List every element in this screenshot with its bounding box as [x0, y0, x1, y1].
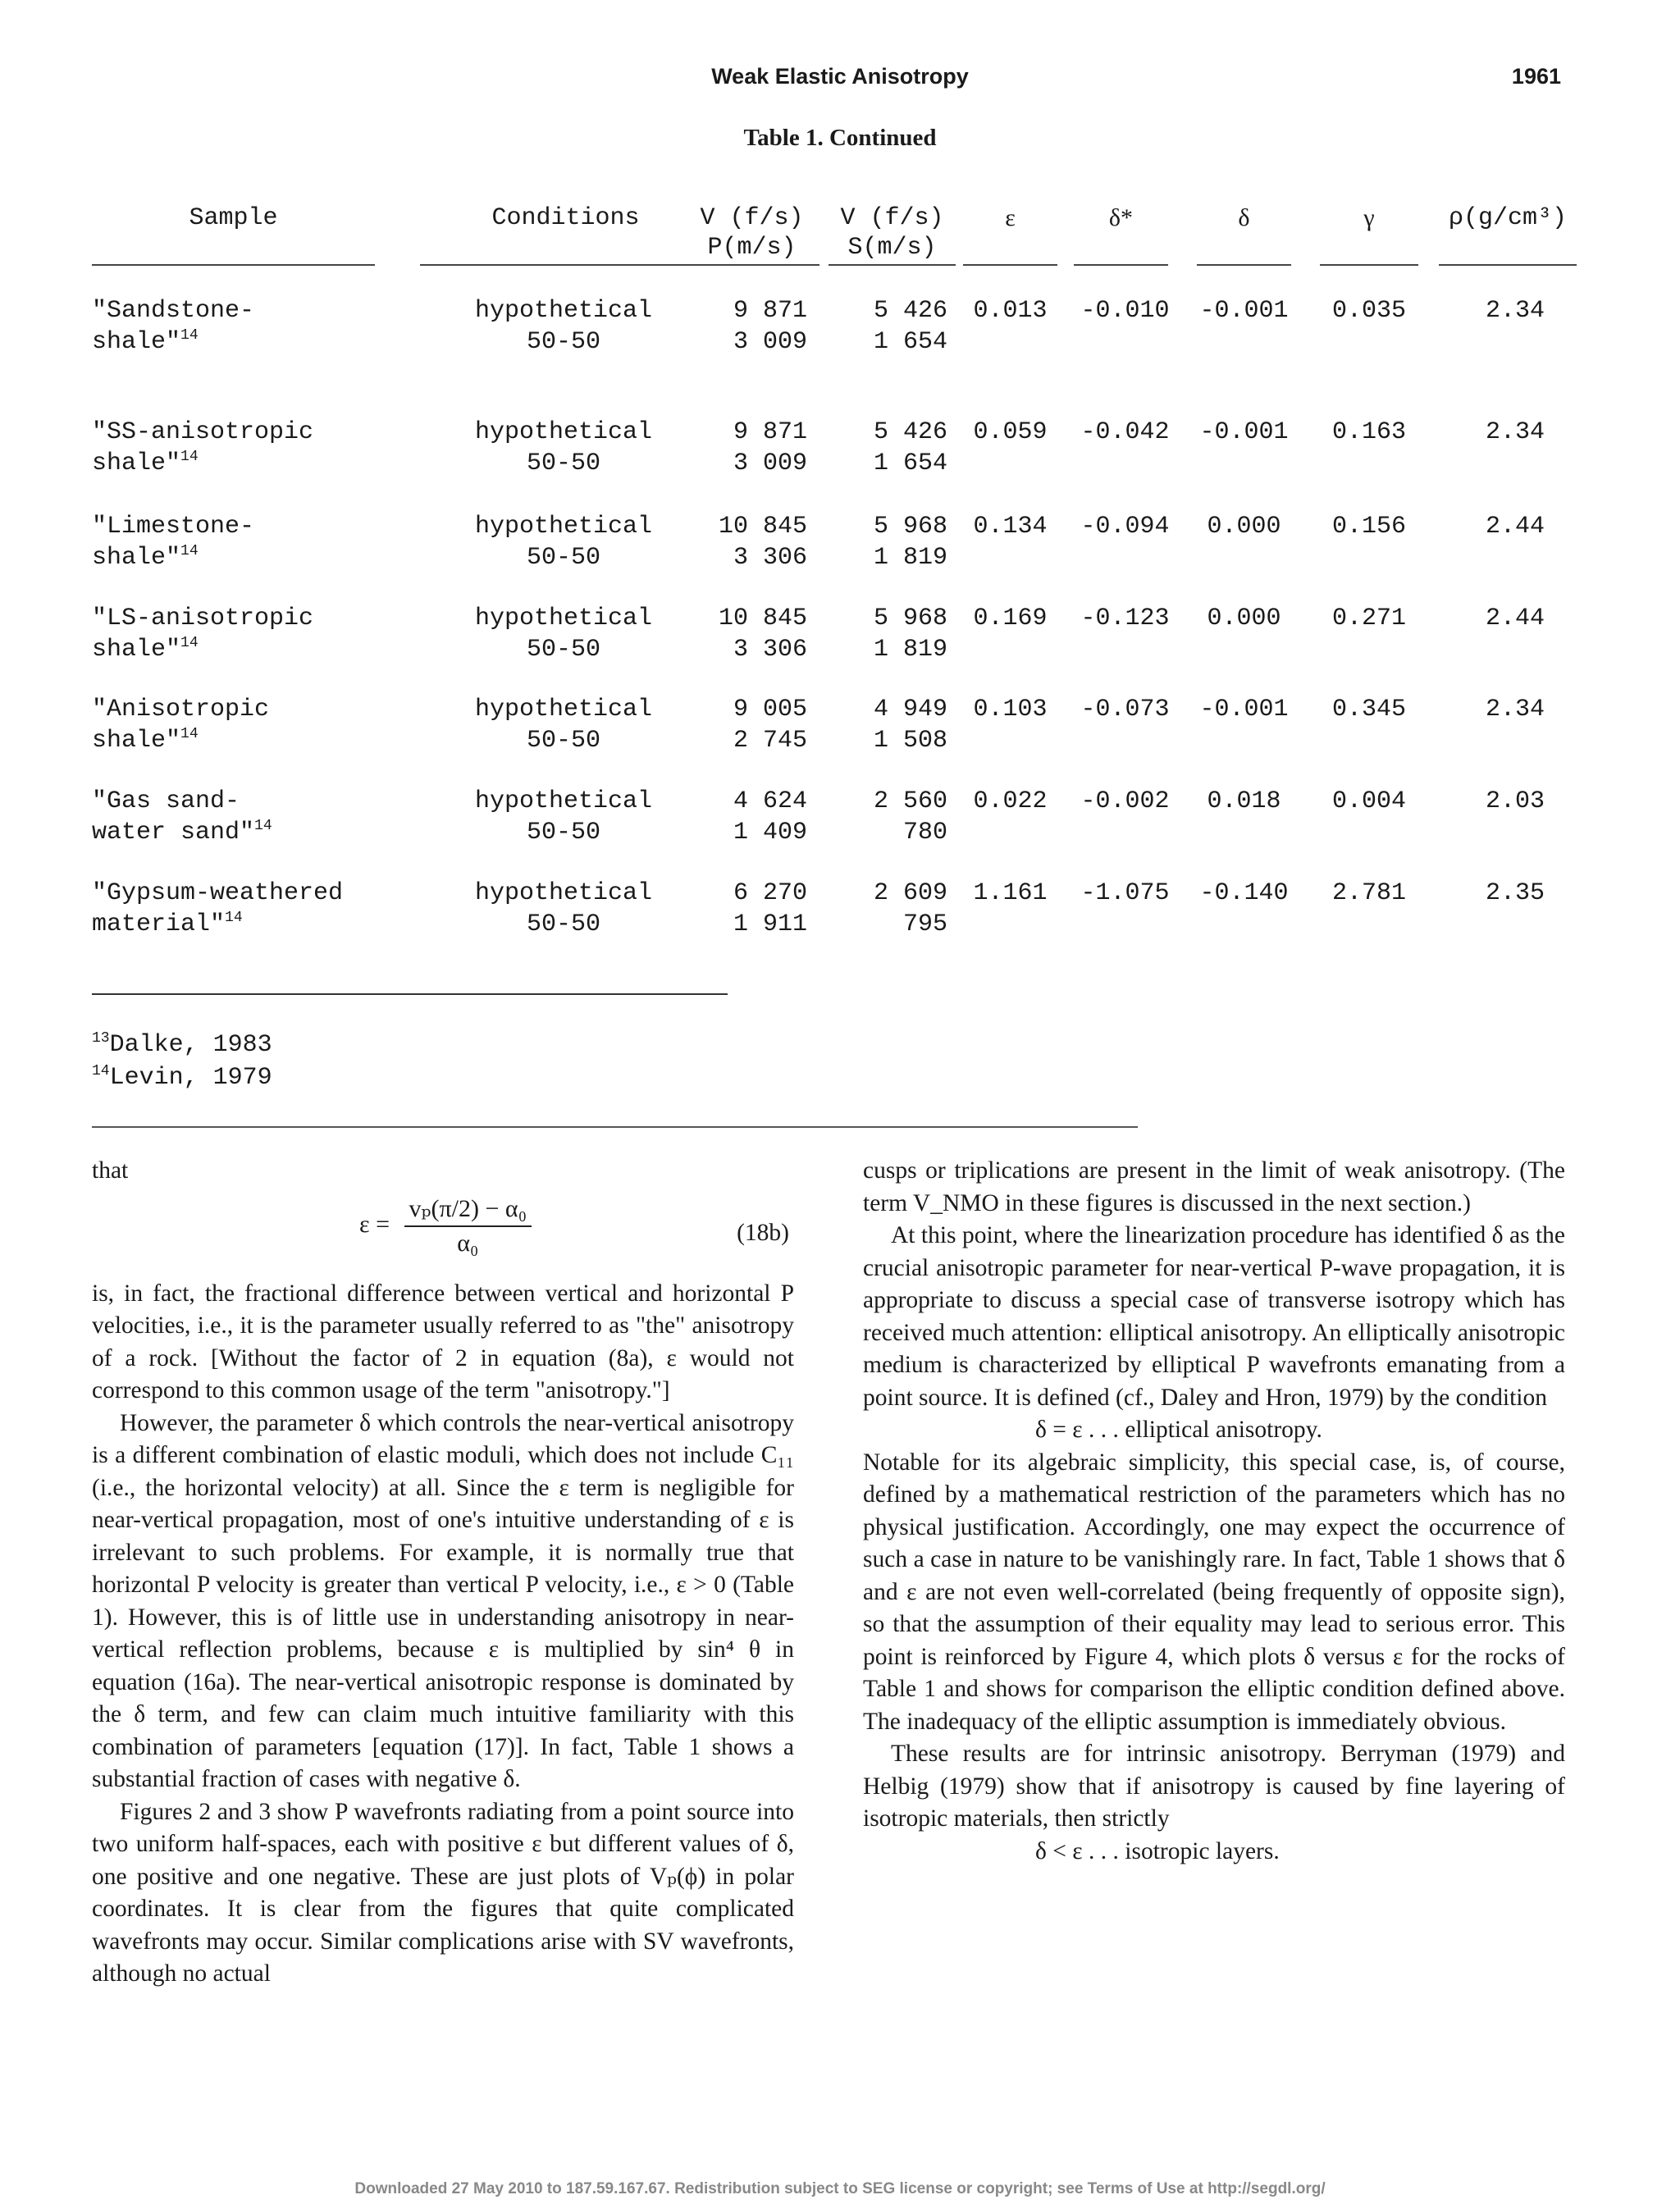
equation-denominator: α₀: [457, 1229, 479, 1257]
footnote-14: $^{14}$Levin, 1979: [92, 1063, 272, 1092]
cell-sample: "Limestone- shale"$^{14}$: [92, 513, 255, 572]
paragraph: Notable for its algebraic simplicity, this special case, is, of course, defined by a mathematical restriction of the parameters which has no physical justification. Accordingly, one may expect the occurrence of such a case in nature to be vanishingly rare. In fact, Table 1 shows that δ and ε are not even well-correlated (being frequently of opposite sign), so that the assumption of their equality may lead to serious error. This point is reinforced by Figure 4, which plots δ versus ε for the rocks of Table 1 and shows for comparison the elliptic condition defined above. The inadequacy of the elliptic assumption is immediately obvious.: [863, 1449, 1565, 1735]
table-row: [92, 511, 1577, 577]
cell-epsilon: 0.013: [973, 297, 1048, 325]
paragraph: At this point, where the linearization procedure has identified δ as the crucial anisotropic parameter for near-vertical P-wave propagation, it is appropriate to discuss a special case of transverse isotropy which has received much attention: elliptical anisotropy. An elliptically anisotropic medium is characterized by elliptical P wavefronts emanating from a point source. It is defined (cf., Daley and Hron, 1979) by the condition: [863, 1222, 1565, 1411]
cell-delta: 0.000: [1207, 513, 1281, 541]
cell-conditions: hypothetical 50-50: [474, 787, 653, 846]
equation-numerator: vₚ(π/2) − α₀: [404, 1193, 532, 1227]
cell-gamma: 0.345: [1331, 696, 1406, 723]
cell-epsilon: 0.169: [973, 605, 1048, 632]
cell-epsilon: 0.059: [973, 418, 1048, 446]
table-title: Table 1. Continued: [743, 125, 937, 151]
cell-delta-star: -0.094: [1080, 513, 1170, 541]
cell-conditions: hypothetical 50-50: [474, 513, 653, 572]
header-delta: δ: [1197, 203, 1291, 267]
header-sample: Sample: [92, 203, 375, 267]
table-row: [92, 417, 1577, 482]
cell-delta: 0.000: [1207, 605, 1281, 632]
cell-sample: "Sandstone- shale"$^{14}$: [92, 297, 255, 356]
body-column-right: [863, 1155, 1565, 1868]
cell-sample: "LS-anisotropic shale"$^{14}$: [92, 605, 314, 664]
header-vp: V (f/s) P(m/s): [684, 203, 819, 267]
table-row: [92, 694, 1577, 760]
paragraph: These results are for intrinsic anisotropy. Berryman (1979) and Helbig (1979) show that if anisotropy is caused by fine layering of isotropic materials, then strictly: [863, 1741, 1565, 1832]
header-gamma: γ: [1320, 203, 1418, 267]
cell-vs: 5 426 1 654: [873, 418, 947, 477]
cell-vs: 2 609 795: [873, 879, 947, 938]
table-footnote-rule: [92, 993, 728, 995]
cell-epsilon: 1.161: [973, 879, 1048, 907]
cell-delta: -0.001: [1199, 297, 1289, 325]
table-footnotes: [92, 1029, 584, 1094]
paragraph: Figures 2 and 3 show P wavefronts radiating from a point source into two uniform half-spaces, each with positive ε but different values of δ, one positive and one negative. These are just plots of Vₚ(ϕ) in polar coordinates. It is clear from the figures that quite complicated wavefronts may occur. Similar complications arise with SV wavefronts, although no actual: [92, 1798, 794, 1987]
paragraph: However, the parameter δ which controls the near-vertical anisotropy is a different combination of elastic moduli, which does not include C₁₁ (i.e., the horizontal velocity) at all. Since the ε term is negligible for near-vertical propagation, most of one's intuitive understanding of ε is irrelevant to such problems. For example, it is normally true that horizontal P velocity is greater than vertical P velocity, i.e., ε > 0 (Table 1). However, this is of little use in understanding anisotropy in near-vertical reflection problems, because ε is multiplied by sin⁴ θ in equation (16a). The near-vertical anisotropic response is dominated by the δ term, and few can claim much intuitive familiarity with this combination of parameters [equation (17)]. In fact, Table 1 shows a substantial fraction of cases with negative δ.: [92, 1409, 794, 1792]
footnote-13: $^{13}$Dalke, 1983: [92, 1030, 272, 1059]
cell-vs: 5 968 1 819: [873, 605, 947, 664]
cell-epsilon: 0.103: [973, 696, 1048, 723]
cell-delta: 0.018: [1207, 787, 1281, 815]
cell-gamma: 0.271: [1331, 605, 1406, 632]
equation-18b: [92, 1188, 794, 1278]
running-title: Weak Elastic Anisotropy: [711, 64, 969, 89]
equation-isotropic-layers: δ < ε . . . isotropic layers.: [1035, 1837, 1280, 1864]
cell-epsilon: 0.022: [973, 787, 1048, 815]
cell-sample: "Anisotropic shale"$^{14}$: [92, 696, 270, 755]
cell-conditions: hypothetical 50-50: [474, 297, 653, 356]
cell-vp: 4 624 1 409: [733, 787, 807, 846]
cell-gamma: 2.781: [1331, 879, 1406, 907]
cell-gamma: 0.163: [1331, 418, 1406, 446]
cell-rho: 2.35: [1485, 879, 1545, 907]
cell-delta-star: -0.123: [1080, 605, 1170, 632]
cell-vs: 4 949 1 508: [873, 696, 947, 755]
cell-vp: 9 871 3 009: [733, 297, 807, 356]
paragraph: is, in fact, the fractional difference between vertical and horizontal P velocities, i.e., it is the parameter usually referred to as "the" anisotropy of a rock. [Without the factor of 2 in equation (8a), ε would not correspond to this common usage of the term "anisotropy."]: [92, 1280, 794, 1403]
cell-gamma: 0.004: [1331, 787, 1406, 815]
cell-gamma: 0.035: [1331, 297, 1406, 325]
table-row: [92, 878, 1577, 943]
cell-rho: 2.34: [1485, 696, 1545, 723]
paragraph: that: [92, 1157, 129, 1184]
cell-vs: 5 426 1 654: [873, 297, 947, 356]
equation-label: (18b): [737, 1219, 789, 1246]
header-delta-star: δ*: [1074, 203, 1168, 267]
cell-sample: "Gas sand- water sand"$^{14}$: [92, 787, 272, 846]
cell-rho: 2.03: [1485, 787, 1545, 815]
cell-epsilon: 0.134: [973, 513, 1048, 541]
cell-vs: 2 560 780: [873, 787, 947, 846]
cell-sample: "Gypsum-weathered material"$^{14}$: [92, 879, 344, 938]
header-epsilon: ε: [963, 203, 1057, 267]
header-rho: ρ(g/cm³): [1439, 203, 1577, 267]
cell-delta-star: -0.002: [1080, 787, 1170, 815]
cell-rho: 2.44: [1485, 513, 1545, 541]
cell-delta: -0.140: [1199, 879, 1289, 907]
table-row: [92, 295, 1577, 361]
cell-rho: 2.34: [1485, 297, 1545, 325]
download-notice: Downloaded 27 May 2010 to 187.59.167.67. Redistribution subject to SEG license or copyright; see Terms of Use at http://segdl.org/: [354, 2180, 1326, 2197]
cell-delta-star: -0.073: [1080, 696, 1170, 723]
section-separator: [92, 1126, 1138, 1128]
body-column-left: [92, 1155, 794, 1991]
cell-vs: 5 968 1 819: [873, 513, 947, 572]
table-row: [92, 786, 1577, 851]
equation-elliptical: δ = ε . . . elliptical anisotropy.: [1035, 1417, 1322, 1443]
cell-vp: 10 845 3 306: [718, 513, 807, 572]
header-vs: V (f/s) S(m/s): [829, 203, 956, 267]
cell-vp: 10 845 3 306: [718, 605, 807, 664]
cell-conditions: hypothetical 50-50: [474, 418, 653, 477]
table-row: [92, 603, 1577, 669]
cell-sample: "SS-anisotropic shale"$^{14}$: [92, 418, 314, 477]
page-header: [0, 64, 1680, 97]
cell-gamma: 0.156: [1331, 513, 1406, 541]
page-number: 1961: [1511, 64, 1561, 89]
header-conditions: Conditions: [420, 203, 711, 267]
cell-vp: 9 871 3 009: [733, 418, 807, 477]
cell-rho: 2.44: [1485, 605, 1545, 632]
cell-vp: 9 005 2 745: [733, 696, 807, 755]
equation-lhs: ε =: [359, 1210, 390, 1238]
cell-delta: -0.001: [1199, 418, 1289, 446]
cell-delta-star: -0.042: [1080, 418, 1170, 446]
paragraph: cusps or triplications are present in the limit of weak anisotropy. (The term V_NMO in these figures is discussed in the next section.): [863, 1157, 1565, 1216]
cell-delta-star: -1.075: [1080, 879, 1170, 907]
cell-conditions: hypothetical 50-50: [474, 696, 653, 755]
cell-conditions: hypothetical 50-50: [474, 879, 653, 938]
cell-delta: -0.001: [1199, 696, 1289, 723]
cell-rho: 2.34: [1485, 418, 1545, 446]
cell-vp: 6 270 1 911: [733, 879, 807, 938]
cell-delta-star: -0.010: [1080, 297, 1170, 325]
cell-conditions: hypothetical 50-50: [474, 605, 653, 664]
